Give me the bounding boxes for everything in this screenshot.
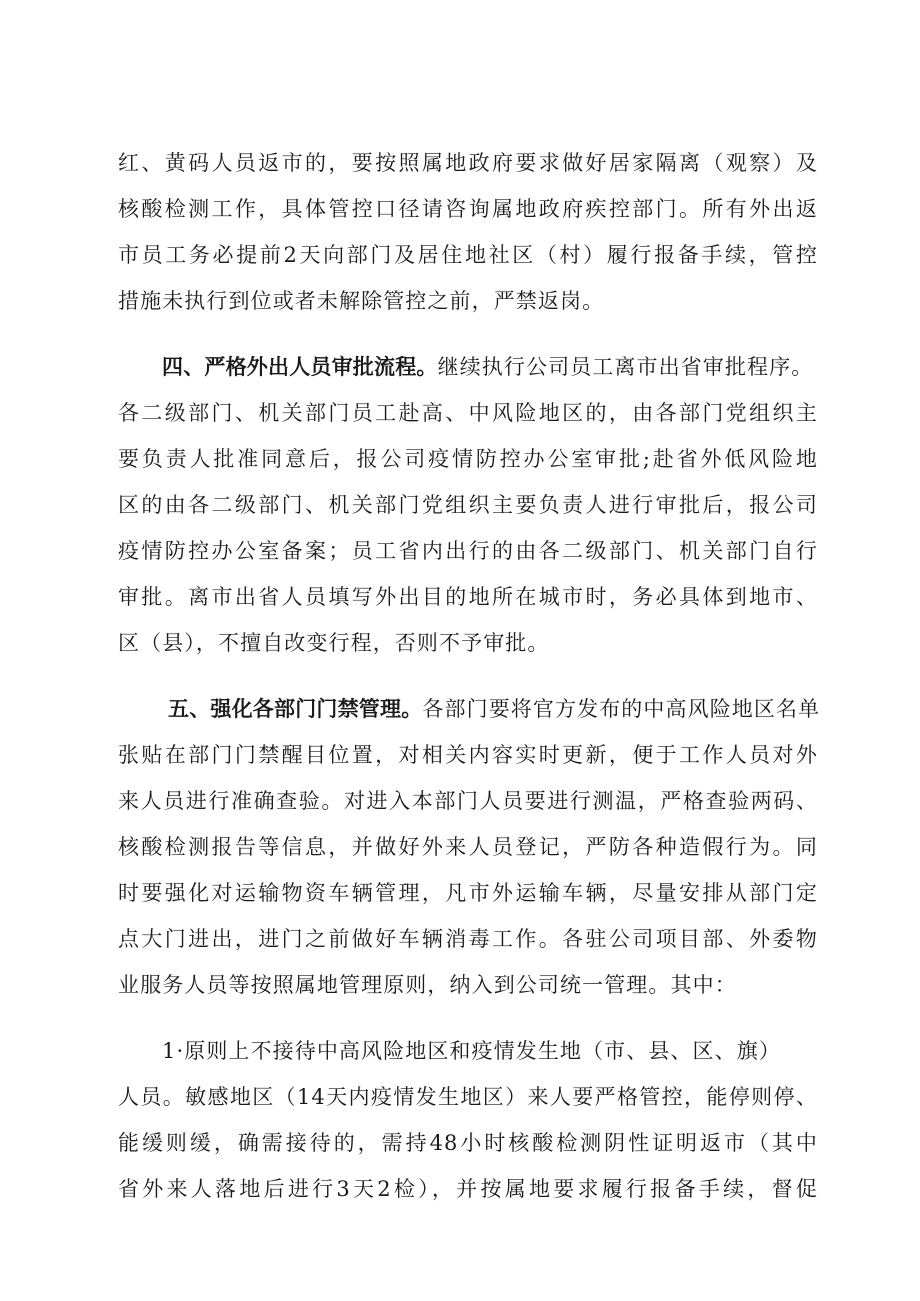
text-line: 核酸检测报告等信息，并做好外来人员登记，严防各种造假行为。同 <box>118 835 818 859</box>
section-4-heading: 四、严格外出人员审批流程。 <box>162 355 438 379</box>
text-line <box>118 344 818 390</box>
text-line: 点大门进出，进门之前做好车辆消毒工作。各驻公司项目部、外委物 <box>118 927 818 951</box>
paragraph-section-4 <box>118 344 818 666</box>
paragraph-item-1 <box>118 1028 818 1212</box>
text-line <box>118 686 821 732</box>
text-line: 要负责人批准同意后，报公司疫情防控办公室审批;赴省外低风险地 <box>118 447 818 471</box>
text-line: 人员。敏感地区（14天内疫情发生地区）来人要严格管控，能停则停、 <box>118 1085 818 1109</box>
text-line: 措施未执行到位或者未解除管控之前，严禁返岗。 <box>118 289 605 313</box>
text-line: 来人员进行准确查验。对进入本部门人员要进行测温，严格查验两码、 <box>118 789 818 813</box>
section-5-heading: 五、强化各部门门禁管理。 <box>168 697 423 721</box>
text-line: 核酸检测工作，具体管控口径请咨询属地政府疾控部门。所有外出返 <box>118 197 818 221</box>
text-line: 张贴在部门门禁醒目位置，对相关内容实时更新，便于工作人员对外 <box>118 743 818 767</box>
text-line: 能缓则缓，确需接待的，需持48小时核酸检测阴性证明返市（其中 <box>118 1131 818 1155</box>
text-line: 时要强化对运输物资车辆管理，凡市外运输车辆，尽量安排从部门定 <box>118 881 818 905</box>
document-body <box>118 140 821 1212</box>
text-line: 各二级部门、机关部门员工赴高、中风险地区的，由各部门党组织主 <box>118 401 818 425</box>
text-line: 1·原则上不接待中高风险地区和疫情发生地（市、县、区、旗） <box>162 1039 781 1063</box>
paragraph-return-control <box>118 140 818 324</box>
section-4-intro: 继续执行公司员工离市出省审批程序。 <box>437 355 814 379</box>
text-line: 业服务人员等按照属地管理原则，纳入到公司统一管理。其中： <box>118 973 737 997</box>
paragraph-section-5 <box>118 686 821 1008</box>
text-line: 红、黄码人员返市的，要按照属地政府要求做好居家隔离（观察）及 <box>118 151 818 175</box>
text-line: 审批。离市出省人员填写外出目的地所在城市时，务必具体到地市、 <box>118 585 818 609</box>
text-line: 市员工务必提前2天向部门及居住地社区（村）履行报备手续，管控 <box>118 243 818 267</box>
text-line: 疫情防控办公室备案；员工省内出行的由各二级部门、机关部门自行 <box>118 539 818 563</box>
section-5-intro: 各部门要将官方发布的中高风险地区名单 <box>422 697 821 721</box>
text-line: 区（县），不擅自改变行程，否则不予审批。 <box>118 631 550 655</box>
text-line: 省外来人落地后进行3天2检），并按属地要求履行报备手续，督促 <box>118 1177 818 1201</box>
text-line: 区的由各二级部门、机关部门党组织主要负责人进行审批后，报公司 <box>118 493 818 517</box>
